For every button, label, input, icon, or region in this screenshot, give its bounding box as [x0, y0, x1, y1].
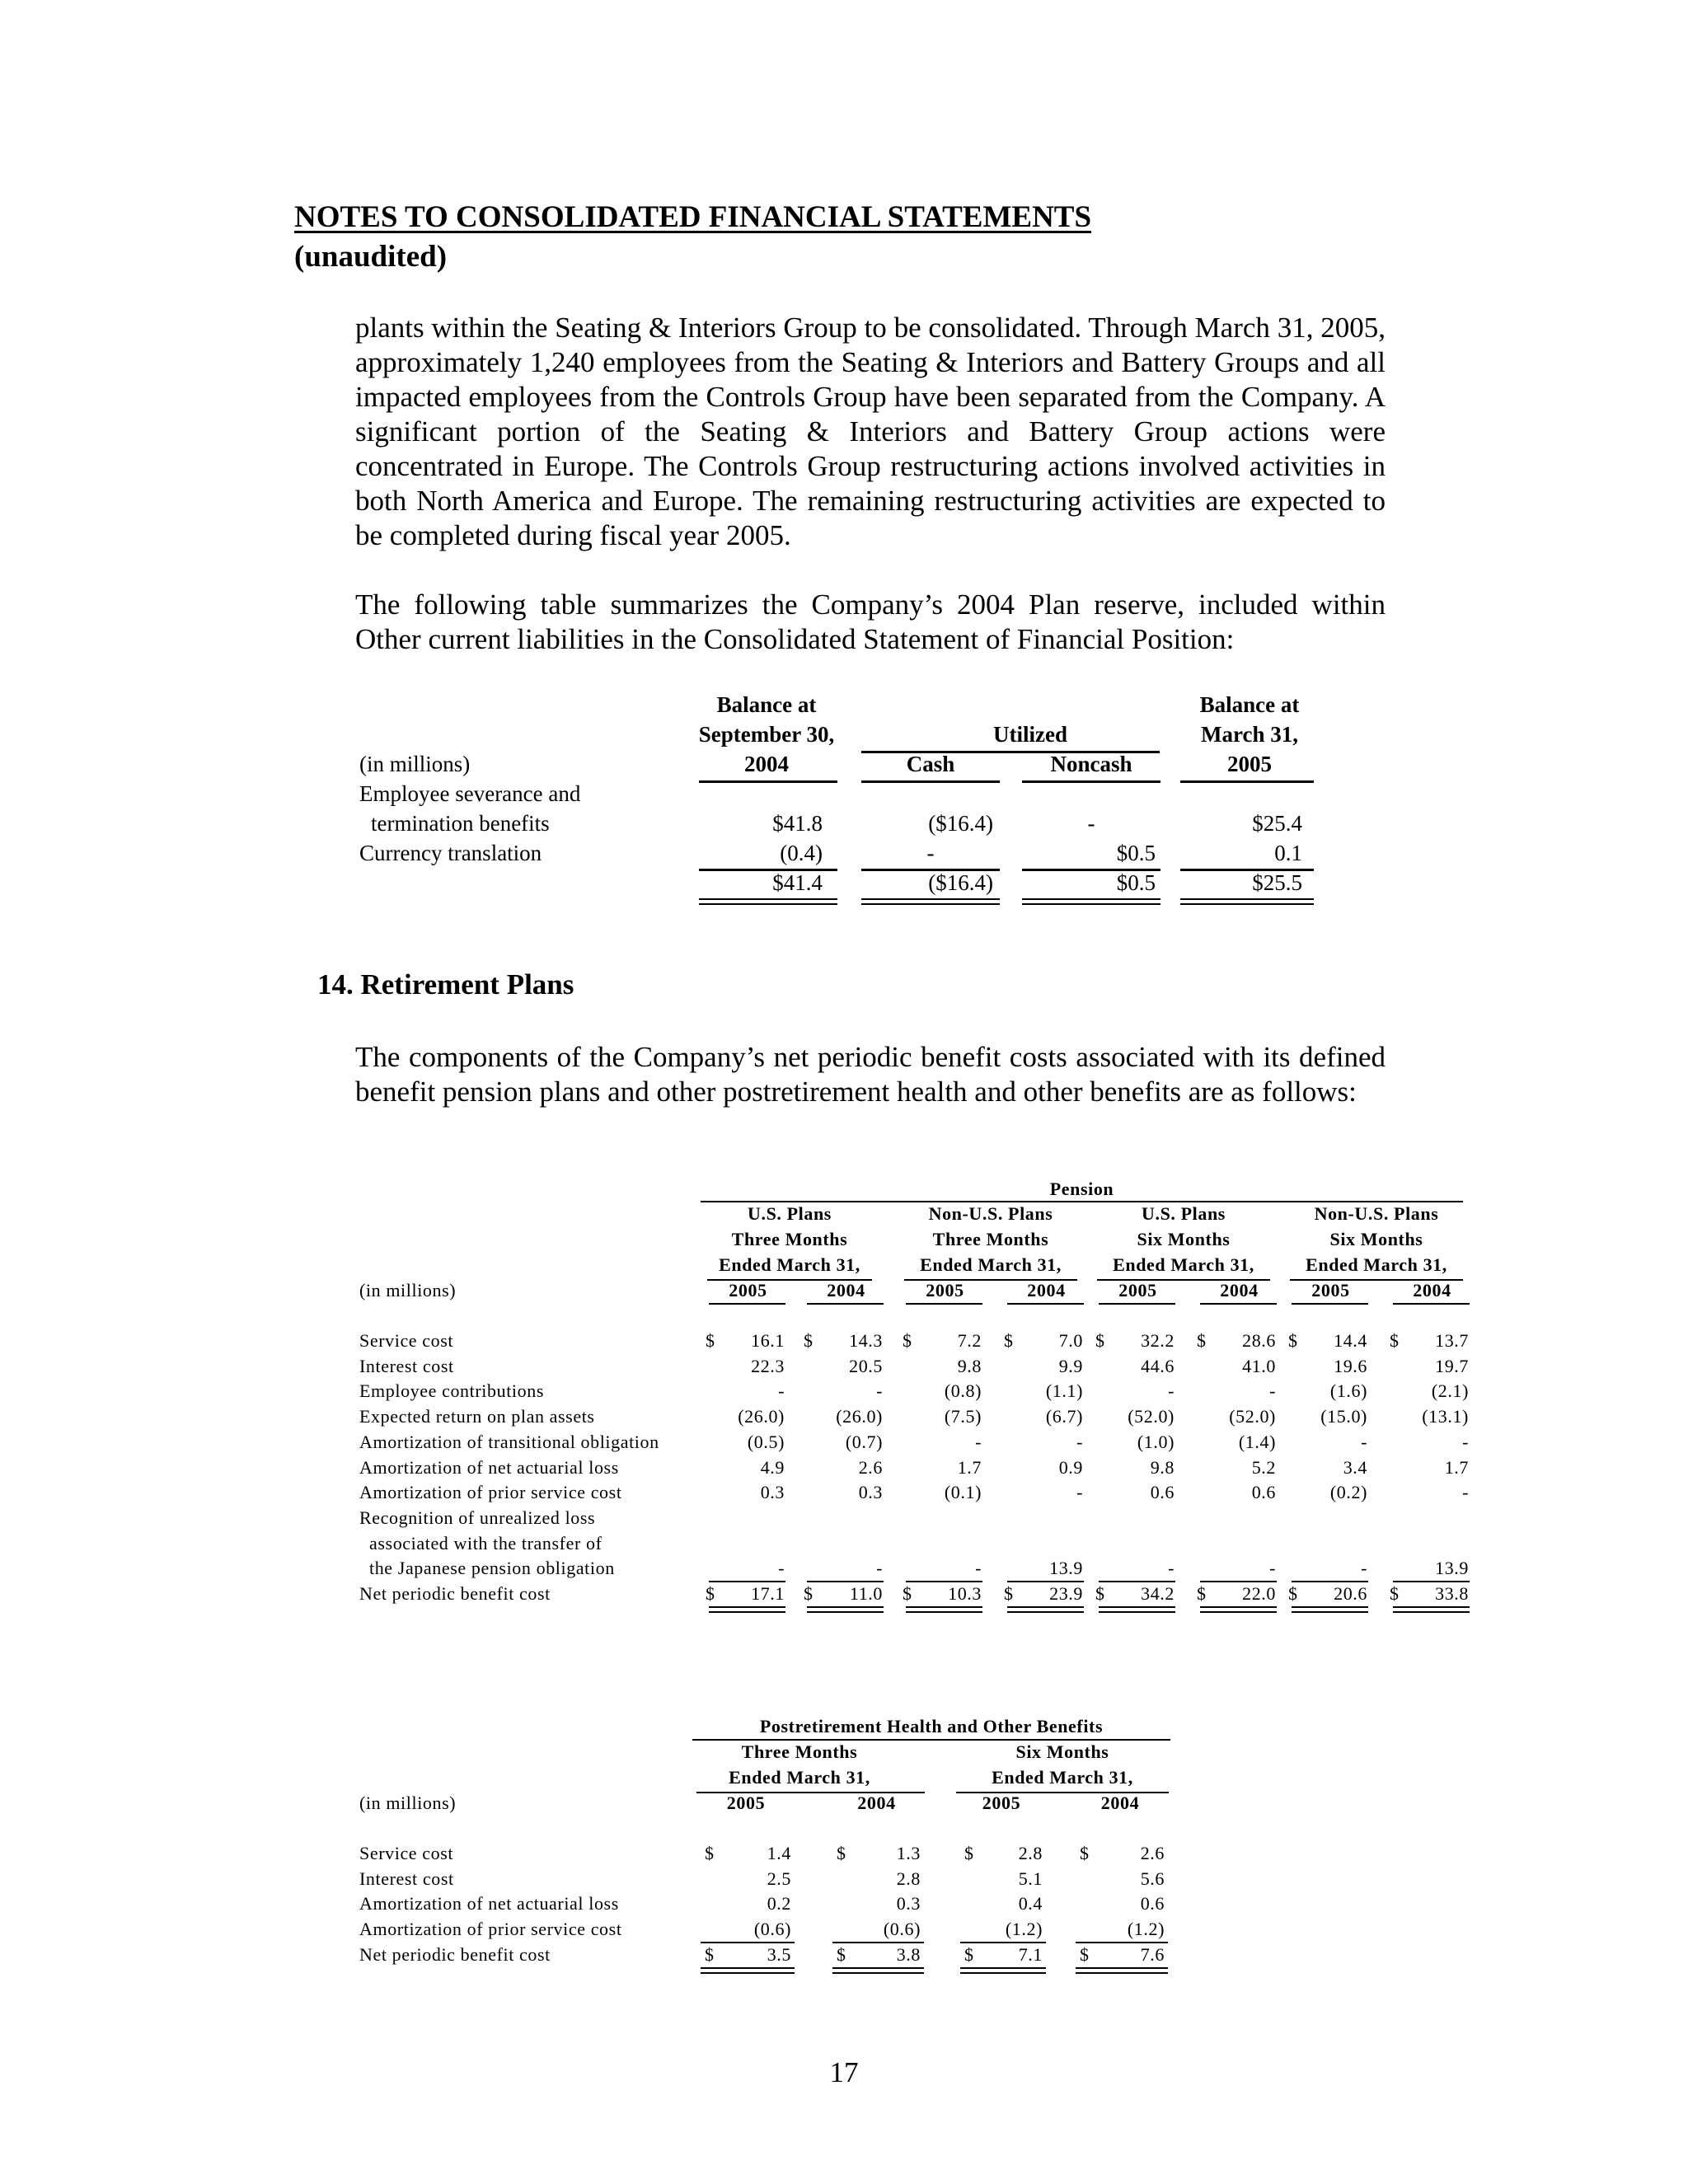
year-header: 2004	[1220, 1280, 1259, 1301]
cell: (0.4)	[780, 841, 823, 865]
row-label: Employee contributions	[359, 1380, 544, 1402]
row-label: Employee severance and	[359, 781, 581, 806]
row-label: Amortization of net actuarial loss	[359, 1893, 619, 1915]
dollar-sign: $	[1095, 1330, 1105, 1351]
dollar-sign: $	[903, 1330, 912, 1351]
cell: (0.5)	[747, 1431, 785, 1452]
cell: (13.1)	[1422, 1406, 1469, 1427]
cell: (1.4)	[1238, 1431, 1276, 1452]
paragraph-retirement: The components of the Company’s net periodic benefit costs associated with its defined benefit pension plans and other postretirement health and other benefits are as follows:	[355, 1041, 1386, 1108]
cell: -	[1168, 1558, 1175, 1579]
cell: (0.6)	[883, 1919, 921, 1940]
group-header: Ended March 31,	[719, 1254, 860, 1275]
cell: 1.7	[1444, 1456, 1469, 1478]
cell: (52.0)	[1128, 1406, 1175, 1427]
dollar-sign: $	[1004, 1583, 1014, 1604]
cell: 7.6	[1140, 1943, 1165, 1965]
cell: 13.9	[1049, 1558, 1083, 1579]
row-label: Amortization of prior service cost	[359, 1919, 622, 1940]
cell: -	[975, 1558, 982, 1579]
cell: 5.1	[1018, 1868, 1043, 1889]
cell: 13.7	[1435, 1330, 1469, 1351]
dollar-sign: $	[1197, 1583, 1207, 1604]
row-label: Net periodic benefit cost	[359, 1943, 551, 1965]
col-end-l1: Balance at	[1199, 692, 1300, 717]
cell: (1.2)	[1005, 1919, 1043, 1940]
cell: 7.2	[957, 1330, 982, 1351]
cell: (1.2)	[1127, 1919, 1165, 1940]
cell: 0.3	[858, 1482, 883, 1503]
row-label: Amortization of net actuarial loss	[359, 1456, 619, 1478]
group-header: Ended March 31,	[729, 1767, 870, 1788]
group-header: U.S. Plans	[1142, 1203, 1226, 1224]
year-header: 2005	[926, 1280, 964, 1301]
cell: 5.6	[1140, 1868, 1165, 1889]
dollar-sign: $	[837, 1943, 846, 1965]
cell: 19.6	[1334, 1355, 1367, 1376]
dollar-sign: $	[706, 1583, 715, 1604]
dollar-sign: $	[1004, 1330, 1014, 1351]
cell: -	[1168, 1380, 1175, 1402]
cell: -	[1462, 1431, 1469, 1452]
cell: -	[926, 841, 935, 865]
dollar-sign: $	[705, 1843, 715, 1863]
year-header: 2005	[1118, 1280, 1157, 1301]
cell: (2.1)	[1431, 1380, 1469, 1402]
cell: (26.0)	[836, 1406, 883, 1427]
cell: (1.6)	[1329, 1380, 1367, 1402]
cell: ($16.4)	[928, 811, 993, 836]
cell: $25.5	[1252, 870, 1302, 895]
group-header: Six Months	[1137, 1229, 1231, 1249]
year-header: 2004	[827, 1280, 865, 1301]
row-label: Interest cost	[359, 1868, 454, 1889]
dollar-sign: $	[804, 1330, 814, 1351]
col-end-l3: 2005	[1227, 752, 1272, 776]
cell: -	[1076, 1431, 1083, 1452]
col-end-l2: March 31,	[1201, 722, 1298, 747]
dollar-sign: $	[1288, 1583, 1298, 1604]
post-super-header: Postretirement Health and Other Benefits	[759, 1716, 1104, 1736]
dollar-sign: $	[1288, 1330, 1298, 1351]
row-label: Net periodic benefit cost	[359, 1583, 551, 1604]
cell: 9.9	[1058, 1355, 1083, 1376]
cell: 22.3	[751, 1355, 785, 1376]
group-header: Ended March 31,	[920, 1254, 1062, 1275]
unit-label: (in millions)	[359, 1793, 457, 1813]
cell: 4.9	[760, 1456, 785, 1478]
cell: (0.8)	[944, 1380, 982, 1402]
cell: ($16.4)	[928, 870, 993, 895]
year-header: 2004	[1027, 1280, 1066, 1301]
cell: -	[975, 1431, 982, 1452]
cell: 32.2	[1141, 1330, 1175, 1351]
cell: 0.2	[767, 1893, 791, 1915]
cell: -	[778, 1558, 785, 1579]
cell: 0.3	[896, 1893, 921, 1915]
cell: 41.0	[1242, 1355, 1276, 1376]
cell: 2.8	[896, 1868, 921, 1889]
row-label: termination benefits	[371, 811, 550, 836]
group-header: Non-U.S. Plans	[1314, 1203, 1439, 1224]
cell: 0.6	[1251, 1482, 1276, 1503]
cell: -	[1076, 1482, 1083, 1503]
page-subtitle: (unaudited)	[294, 240, 448, 274]
cell: 9.8	[957, 1355, 982, 1376]
cell: -	[1087, 811, 1095, 836]
cell: -	[876, 1380, 883, 1402]
cell: 5.2	[1251, 1456, 1276, 1478]
cell: -	[1361, 1431, 1367, 1452]
col-cash: Cash	[906, 752, 955, 776]
cell: 0.9	[1058, 1456, 1083, 1478]
cell: $0.5	[1116, 841, 1156, 865]
cell: 0.6	[1150, 1482, 1175, 1503]
dollar-sign: $	[1197, 1330, 1207, 1351]
cell: 10.3	[948, 1583, 982, 1604]
cell: 28.6	[1242, 1330, 1276, 1351]
cell: 2.6	[1140, 1843, 1165, 1863]
dollar-sign: $	[1390, 1330, 1400, 1351]
cell: 2.8	[1018, 1843, 1043, 1863]
dollar-sign: $	[1080, 1843, 1090, 1863]
cell: (26.0)	[738, 1406, 785, 1427]
cell: 3.8	[896, 1943, 921, 1965]
pension-super-header: Pension	[1049, 1179, 1114, 1199]
cell: -	[1269, 1380, 1276, 1402]
col-noncash: Noncash	[1050, 752, 1132, 776]
cell: 0.4	[1018, 1893, 1043, 1915]
page-title: NOTES TO CONSOLIDATED FINANCIAL STATEMENTS	[294, 200, 1092, 234]
year-header: 2005	[729, 1280, 767, 1301]
group-header: Ended March 31,	[1113, 1254, 1254, 1275]
group-header: U.S. Plans	[748, 1203, 832, 1224]
cell: 33.8	[1435, 1583, 1469, 1604]
section-heading: 14. Retirement Plans	[317, 968, 574, 1001]
cell: 1.3	[896, 1843, 921, 1863]
dollar-sign: $	[1095, 1583, 1105, 1604]
group-header: Ended March 31,	[992, 1767, 1133, 1788]
cell: (1.0)	[1137, 1431, 1175, 1452]
cell: 14.4	[1334, 1330, 1367, 1351]
page-header	[294, 198, 1091, 277]
year-header: 2005	[982, 1793, 1021, 1813]
row-label: the Japanese pension obligation	[369, 1558, 615, 1579]
col-begin-l2: September 30,	[698, 722, 835, 747]
cell: 2.6	[858, 1456, 883, 1478]
cell: (6.7)	[1045, 1406, 1083, 1427]
cell: (7.5)	[944, 1406, 982, 1427]
unit-label: (in millions)	[359, 1280, 457, 1301]
year-header: 2004	[1413, 1280, 1451, 1301]
cell: 9.8	[1150, 1456, 1175, 1478]
dollar-sign: $	[903, 1583, 912, 1604]
cell: (0.6)	[753, 1919, 791, 1940]
col-utilized: Utilized	[993, 722, 1067, 747]
cell: 20.6	[1334, 1583, 1367, 1604]
year-header: 2004	[1100, 1793, 1140, 1813]
group-header: Three Months	[731, 1229, 848, 1249]
cell: -	[876, 1558, 883, 1579]
cell: 0.1	[1274, 841, 1302, 865]
cell: 3.5	[767, 1943, 791, 1965]
year-header: 2005	[1311, 1280, 1350, 1301]
cell: 2.5	[767, 1868, 791, 1889]
paragraph-restructuring: plants within the Seating & Interiors Group to be consolidated. Through March 31, 2005, approximately 1,240 employees from the Seating & Interiors and Battery Groups and all impacted employees from the Controls Group have been separated from the Company. A significant portion of the Seating & Interiors and Battery Group actions were concentrated in Europe. The Controls Group restructuring actions involved activities in both North America and Europe. The remaining restructuring activities are expected to be completed during fiscal year 2005.	[355, 312, 1386, 551]
row-label: Service cost	[359, 1843, 454, 1863]
cell: (0.1)	[944, 1482, 982, 1503]
dollar-sign: $	[1390, 1583, 1400, 1604]
cell: 44.6	[1141, 1355, 1175, 1376]
row-label: Service cost	[359, 1330, 454, 1351]
cell: 20.5	[849, 1355, 883, 1376]
group-header: Six Months	[1015, 1741, 1109, 1762]
row-label: Recognition of unrealized loss	[359, 1507, 596, 1528]
dollar-sign: $	[804, 1583, 814, 1604]
dollar-sign: $	[964, 1843, 974, 1863]
group-header: Ended March 31,	[1306, 1254, 1447, 1275]
cell: 0.3	[760, 1482, 785, 1503]
cell: $41.4	[772, 870, 823, 895]
cell: -	[778, 1380, 785, 1402]
dollar-sign: $	[964, 1943, 974, 1965]
cell: $0.5	[1116, 870, 1156, 895]
cell: 34.2	[1141, 1583, 1175, 1604]
cell: (0.2)	[1329, 1482, 1367, 1503]
cell: 16.1	[751, 1330, 785, 1351]
cell: -	[1462, 1482, 1469, 1503]
cell: $25.4	[1252, 811, 1302, 836]
cell: 13.9	[1435, 1558, 1469, 1579]
cell: -	[1269, 1558, 1276, 1579]
dollar-sign: $	[1080, 1943, 1090, 1965]
unit-label: (in millions)	[359, 752, 471, 776]
group-header: Three Months	[932, 1229, 1049, 1249]
cell: 1.7	[957, 1456, 982, 1478]
cell: 3.4	[1343, 1456, 1367, 1478]
row-label: Interest cost	[359, 1355, 454, 1376]
cell: $41.8	[772, 811, 823, 836]
year-header: 2005	[726, 1793, 766, 1813]
col-begin-l1: Balance at	[716, 692, 817, 717]
cell: 17.1	[751, 1583, 785, 1604]
row-label: associated with the transfer of	[369, 1532, 603, 1554]
group-header: Six Months	[1329, 1229, 1423, 1249]
dollar-sign: $	[837, 1843, 846, 1863]
cell: (52.0)	[1229, 1406, 1276, 1427]
cell: 7.0	[1058, 1330, 1083, 1351]
cell: 19.7	[1435, 1355, 1469, 1376]
dollar-sign: $	[705, 1943, 715, 1965]
row-label: Amortization of transitional obligation	[359, 1431, 659, 1452]
cell: 7.1	[1018, 1943, 1043, 1965]
cell: 22.0	[1242, 1583, 1276, 1604]
cell: (1.1)	[1045, 1380, 1083, 1402]
cell: (15.0)	[1320, 1406, 1367, 1427]
paragraph-table-intro: The following table summarizes the Company’s 2004 Plan reserve, included within Other current liabilities in the Consolidated Statement of Financial Position:	[355, 588, 1386, 655]
cell: 11.0	[849, 1583, 883, 1604]
year-header: 2004	[857, 1793, 896, 1813]
cell: 14.3	[849, 1330, 883, 1351]
cell: 0.6	[1140, 1893, 1165, 1915]
group-header: Non-U.S. Plans	[928, 1203, 1053, 1224]
col-begin-l3: 2004	[744, 752, 789, 776]
cell: -	[1361, 1558, 1367, 1579]
dollar-sign: $	[706, 1330, 715, 1351]
cell: 1.4	[767, 1843, 791, 1863]
cell: 23.9	[1049, 1583, 1083, 1604]
row-label: Amortization of prior service cost	[359, 1482, 622, 1503]
group-header: Three Months	[741, 1741, 858, 1762]
row-label: Currency translation	[359, 841, 542, 865]
row-label: Expected return on plan assets	[359, 1406, 595, 1427]
page-number: 17	[829, 2056, 859, 2088]
cell: (0.7)	[845, 1431, 883, 1452]
